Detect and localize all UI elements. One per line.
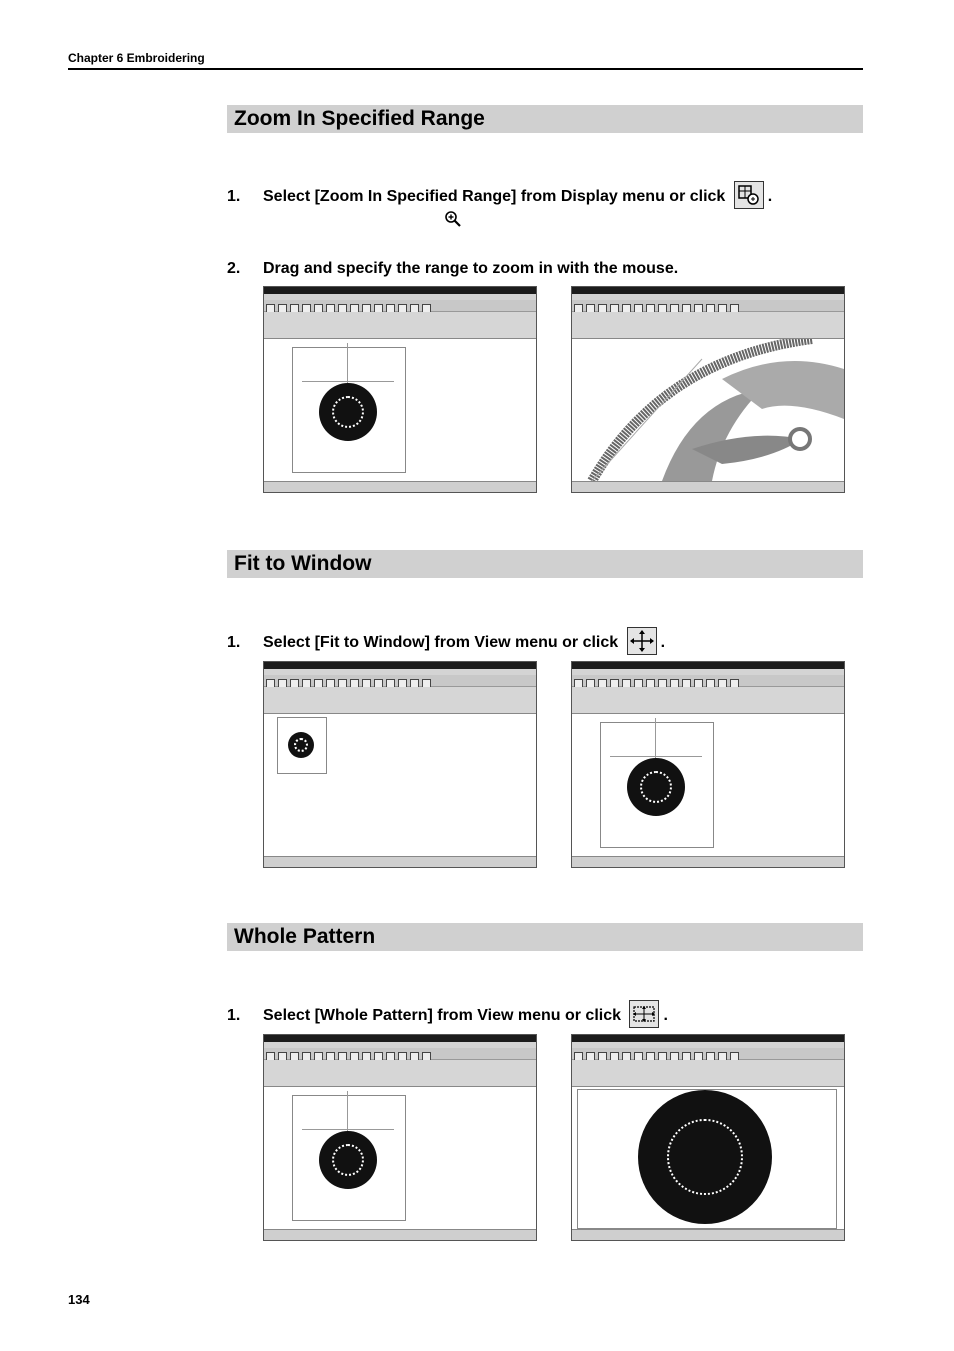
section-bar-fit bbox=[227, 550, 863, 578]
chapter-header: Chapter 6 Embroidering bbox=[68, 51, 205, 65]
step-zoom-1 bbox=[227, 183, 772, 211]
screenshot-zoom-after bbox=[571, 286, 845, 493]
step-whole-1 bbox=[227, 1002, 668, 1030]
step-text: Select [Whole Pattern] from View menu or click bbox=[263, 1007, 622, 1025]
section-title: Zoom In Specified Range bbox=[234, 107, 485, 130]
step-text-end: . bbox=[663, 1007, 668, 1025]
step-zoom-2 bbox=[227, 259, 678, 279]
screenshot-whole-after bbox=[571, 1034, 845, 1241]
section-title: Fit to Window bbox=[234, 552, 372, 575]
step-text: Select [Fit to Window] from View menu or click bbox=[263, 634, 619, 652]
screenshot-whole-before bbox=[263, 1034, 537, 1241]
step-text: Drag and specify the range to zoom in with the mouse. bbox=[263, 260, 679, 277]
zoom-range-icon bbox=[734, 181, 764, 209]
fit-window-icon bbox=[627, 627, 657, 655]
whole-pattern-icon bbox=[629, 1000, 659, 1028]
section-bar-whole bbox=[227, 923, 863, 951]
header-rule bbox=[68, 68, 863, 70]
screenshot-fit-after bbox=[571, 661, 845, 868]
step-number: 1. bbox=[227, 1007, 241, 1025]
step-number: 1. bbox=[227, 188, 241, 206]
section-bar-zoom bbox=[227, 105, 863, 133]
step-text-end: . bbox=[660, 634, 666, 652]
screenshot-zoom-before bbox=[263, 286, 537, 493]
step-number: 2. bbox=[227, 260, 241, 277]
step-text-end: . bbox=[767, 188, 773, 206]
step-number: 1. bbox=[227, 634, 241, 652]
step-fit-1 bbox=[227, 629, 665, 657]
section-title: Whole Pattern bbox=[234, 925, 376, 948]
page-number: 134 bbox=[68, 1292, 90, 1307]
magnifier-plus-icon bbox=[444, 210, 462, 228]
screenshot-fit-before bbox=[263, 661, 537, 868]
step-text: Select [Zoom In Specified Range] from Display menu or click bbox=[263, 188, 726, 206]
